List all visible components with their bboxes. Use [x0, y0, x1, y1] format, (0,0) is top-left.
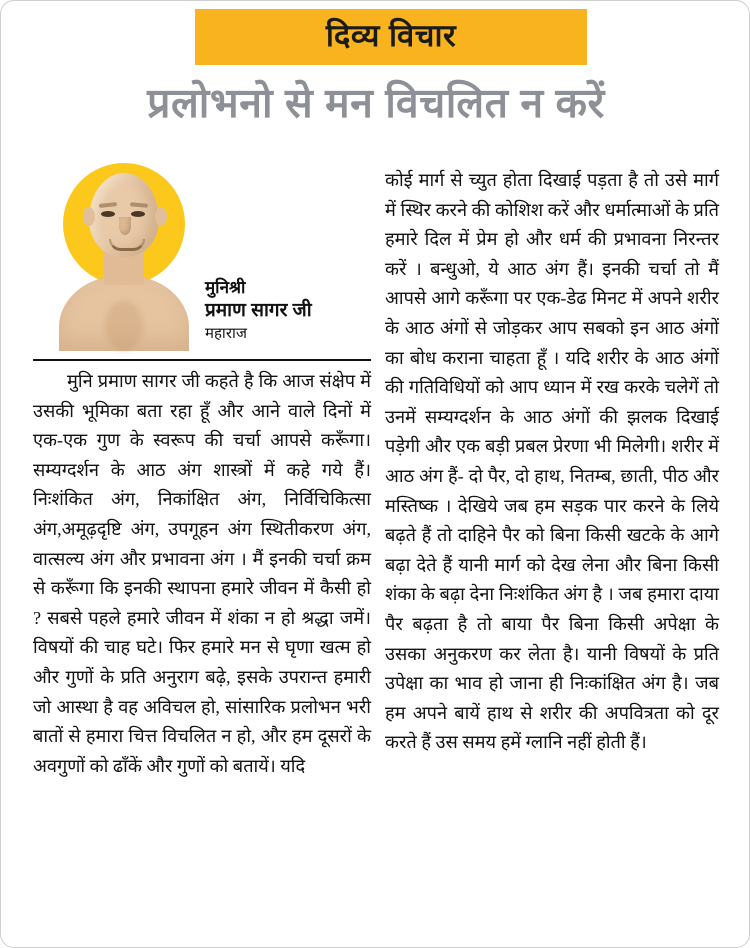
left-column-body: मुनि प्रमाण सागर जी कहते है कि आज संक्षेप में उसकी भूमिका बता रहा हूँ और आने वाले दिनों में एक-एक गुण के स्वरूप की चर्चा आपसे करूँगा। सम्यग्दर्शन के आठ अंग शास्त्रों में कहे गये हैं। निःशंकित अंग, निकांक्षित अंग, निर्विचिकित्सा अंग,अमूढ़दृष्टि अंग, उपगूहन अंग स्थितीकरण अंग, वात्सल्य अंग और प्रभावना अंग । मैं इनकी चर्चा क्रम से करूँगा कि इनकी स्थापना हमारे जीवन में कैसी हो ? सबसे पहले हमारे जीवन में शंका न हो श्रद्धा जमें। विषयों की चाह घटे। फिर हमारे मन से घृणा खत्म हो और गुणों के प्रति अनुराग बढ़े, इसके उपरान्त हमारी जो आस्था है वह अविचल हो, सांसारिक प्रलोभन भरी बातों से हमारा चित्त विचलित न हो, और हम दूसरों के अवगुणों को ढाँकें और गुणों को बतायें। यदि — [33, 371, 371, 776]
author-title: महाराज — [205, 325, 247, 342]
left-ear-shape — [83, 207, 95, 226]
article-headline: प्रलोभनो से मन विचलित न करें — [147, 80, 605, 126]
author-honorific: मुनिश्री — [205, 278, 246, 297]
chest-shading — [105, 301, 143, 351]
right-ear-shape — [155, 207, 167, 226]
nose-shape — [119, 217, 131, 235]
author-caption — [205, 277, 371, 344]
masthead-title: दिव्य विचार — [325, 18, 457, 53]
left-eye-shape — [101, 211, 115, 217]
masthead-band — [195, 9, 587, 65]
right-eye-shape — [131, 211, 145, 217]
author-block — [33, 159, 371, 355]
author-name: प्रमाण सागर जी — [205, 300, 312, 321]
author-portrait — [57, 159, 189, 349]
right-column-body: कोई मार्ग से च्युत होता दिखाई पड़ता है तो उसे मार्ग में स्थिर करने की कोशिश करें और धर्मात्माओं के प्रति हमारे दिल में प्रेम हो और धर्म की प्रभावना निरन्तर करें । बन्धुओ, ये आठ अंग हैं। इनकी चर्चा तो मैं आपसे आगे करूँगा पर एक-डेढ मिनट में अपने शरीर के आठ अंगों से जोड़कर आप सबको इन आठ अंगों का बोध कराना चाहता हूँ । यदि शरीर के आठ अंगों की गतिविधियों को आप ध्यान में रख करके चलेगें तो उनमें सम्यग्दर्शन के आठ अंगों की झलक दिखाई पड़ेगी और एक बड़ी प्रबल प्रेरणा भी मिलेगी। शरीर में आठ अंग हैं- दो पैर, दो हाथ, नितम्ब, छाती, पीठ और मस्तिष्क । देखिये जब हम सड़क पार करने के लिये बढ़ते हैं तो दाहिने पैर को बिना किसी खटके के आगे बढ़ा देते हैं यानी मार्ग को देख लेना और बिना किसी शंका के बढ़ा देना निःशंकित अंग है । जब हमारा दाया पैर बढ़ता है तो बाया पैर बिना किसी अपेक्षा के उसका अनुकरण कर लेता है। यानी विषयों के प्रति उपेक्षा का भाव हो जाना ही निःकांक्षित अंग है। जब हम अपने बायें हाथ से शरीर की अपवित्रता को दूर करते हैं उस समय हमें ग्लानि नहीं होती हैं। — [385, 170, 719, 753]
column-divider-rule — [33, 359, 371, 361]
left-column — [33, 159, 371, 781]
right-column — [385, 166, 719, 758]
